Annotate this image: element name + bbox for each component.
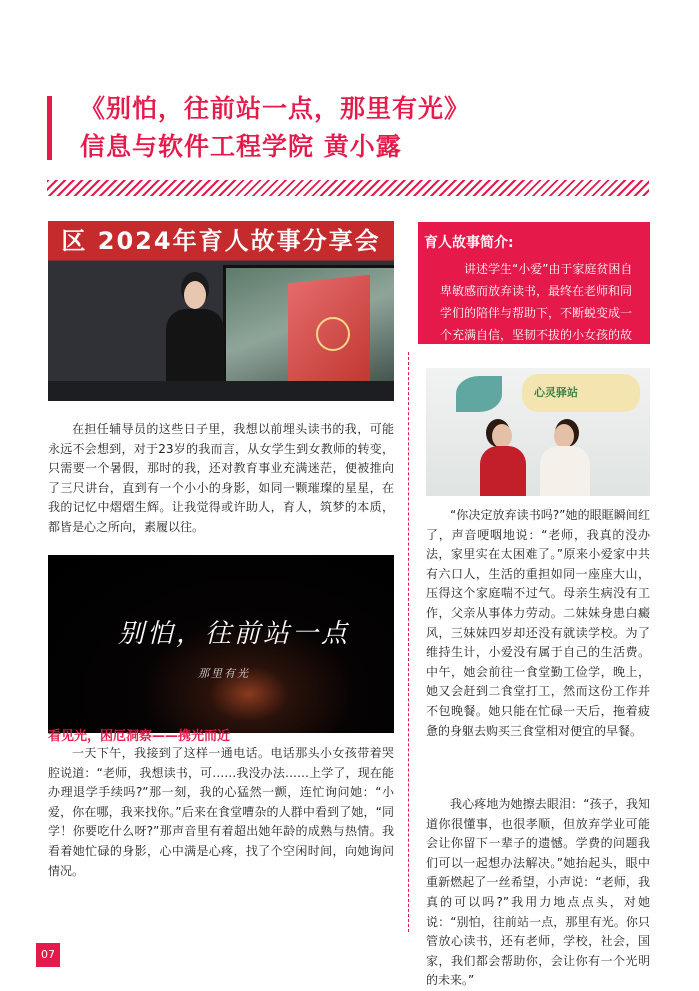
title-line-1: 《别怕，往前站一点，那里有光》 <box>80 94 471 123</box>
page-number: 07 <box>36 943 60 967</box>
paragraph-phone-call: 一天下午，我接到了这样一通电话。电话那头小女孩带着哭腔说道：“老师，我想读书，可……我没办法……上学了，现在能办理退学手续吗?”那一刻，我的心猛然一颤，连忙询问她：“小爱，你在哪，我来找你。”后来在食堂嘈杂的人群中看到了她，“同学！你要吃什么呀?”那声音里有着超出她年龄的成熟与热情。我看着她忙碌的身影，心中满是心疼，找了个空闲时间，向她询问情况。 <box>48 746 394 878</box>
paragraph-encouragement: 我心疼地为她擦去眼泪：“孩子，我知道你很懂事，也很孝顺，但放弃学业可能会让你留下一辈子的遗憾。学费的问题我们可以一起想办法解决。”她抬起头，眼中重新燃起了一丝希望，小声说：“老师，我真的可以吗?”我用力地点点头，对她说：“别怕，往前站一点，那里有光。你只管放心读书，还有老师，学校，社会，国家，我们都会帮助你，会让你有一个光明的未来。” <box>426 797 650 988</box>
paragraph-intro: 在担任辅导员的这些日子里，我想以前埋头读书的我，可能永远不会想到，对于23岁的我而言，从女学生到女教师的转变，只需要一个暑假，那时的我，还对教育事业充满迷茫，便被推向了三尺讲台，直到有一个小小的身影，如同一颗璀璨的星星，在我的记忆中熠熠生辉。让我觉得或许助人，育人，筑梦的本质，都皆是心之所向，素履以往。 <box>48 422 394 534</box>
section-subheading: 看见光，困厄洞察——携光而近 <box>48 729 231 744</box>
summary-title: 育人故事简介: <box>424 235 514 251</box>
article-title <box>80 92 470 164</box>
school-logo-icon <box>316 317 350 351</box>
title-line-2: 信息与软件工程学院 黄小露 <box>80 132 402 161</box>
student-figure <box>538 424 592 496</box>
hatch-divider <box>47 180 649 196</box>
video-caption-sub: 那里有光 <box>198 667 250 680</box>
leaf-decoration-icon <box>456 376 502 412</box>
counseling-photo <box>426 368 650 496</box>
photo-banner-text: 区 2024年育人故事分享会 <box>61 227 381 255</box>
video-still-photo <box>48 555 394 733</box>
stage-speech-photo <box>48 221 394 401</box>
teacher-figure <box>478 424 528 496</box>
paragraph-family-situation: “你决定放弃读书吗?”她的眼眶瞬间红了，声音哽咽地说：“老师，我真的没办法，家里实在太困难了。”原来小爱家中共有六口人，生活的重担如同一座座大山，压得这个家庭喘不过气。母亲生病没有工作，父亲从事体力劳动。二妹妹身患白癜风，三妹妹四岁却还没有就读学校。为了维持生计，小爱没有属于自己的生活费。中午，她会前往一食堂勤工俭学，晚上，她又会赶到二食堂打工，然而这份工作并不包晚餐。她只能在忙碌一天后，拖着疲惫的身躯去购买三食堂相对便宜的早餐。 <box>426 508 650 738</box>
story-summary-box <box>418 222 650 364</box>
summary-text: 讲述学生“小爱”由于家庭贫困自卑敏感而放弃读书，最终在老师和同学们的陪伴与帮助下，不断蜕变成一个充满自信，坚韧不拔的小女孩的故事。 <box>440 262 633 364</box>
column-divider <box>408 352 409 932</box>
video-caption-main: 别怕，往前站一点 <box>118 619 351 649</box>
title-accent-bar <box>47 96 52 160</box>
wall-sign-text: 心灵驿站 <box>534 386 578 399</box>
